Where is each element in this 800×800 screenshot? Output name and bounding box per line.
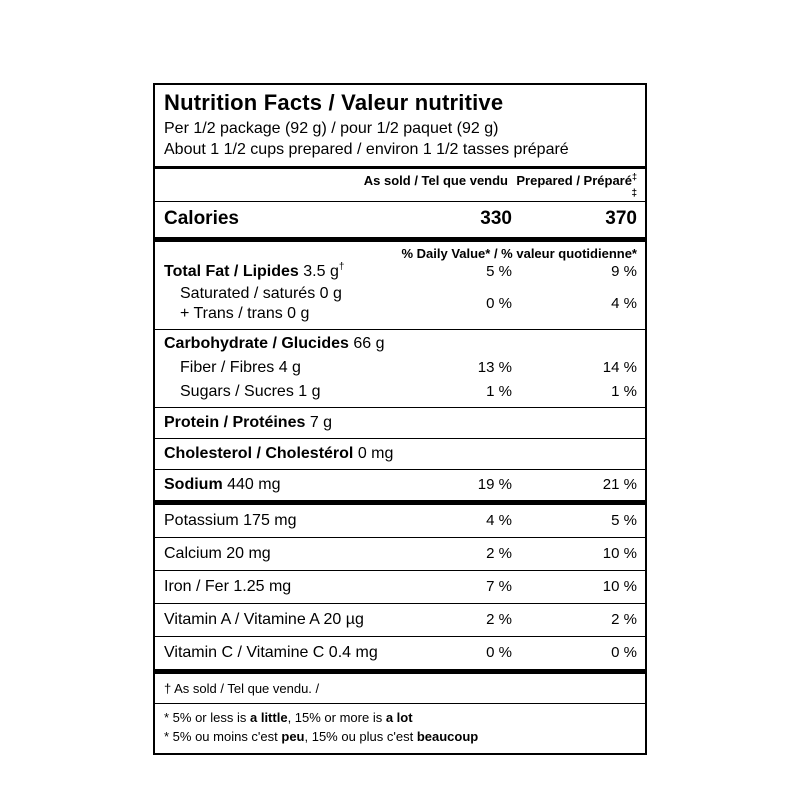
vitamin-a-label: Vitamin A / Vitamine A 20 µg xyxy=(164,611,364,629)
sugars-prepared: 1 % xyxy=(611,383,637,401)
calcium-as-sold: 2 % xyxy=(486,545,512,563)
footnote-mark-double-dagger: ‡ xyxy=(631,171,637,182)
dagger-footnote: † As sold / Tel que vendu. / xyxy=(164,681,320,697)
calories-as-sold: 330 xyxy=(480,208,512,230)
total-fat-prepared: 9 % xyxy=(611,263,637,281)
vitamin-c-row xyxy=(155,637,645,669)
sodium-as-sold: 19 % xyxy=(477,476,512,494)
daily-value-header: % Daily Value* / % valeur quotidienne* xyxy=(401,246,637,262)
sugars-row xyxy=(155,380,645,407)
footnote-mark-double-dagger-2: ‡ xyxy=(631,188,637,200)
star-footnote-en: * 5% or less is a little, 15% or more is a lot xyxy=(164,710,413,726)
calories-prepared: 370 xyxy=(605,208,637,230)
serving-size-line: Per 1/2 package (92 g) / pour 1/2 paquet (92 g) xyxy=(164,119,499,137)
column-headers xyxy=(155,169,645,201)
cholesterol-label: Cholesterol / Cholestérol 0 mg xyxy=(164,445,394,463)
calories-row xyxy=(155,202,645,237)
potassium-as-sold: 4 % xyxy=(486,512,512,530)
carbohydrate-label: Carbohydrate / Glucides 66 g xyxy=(164,335,385,353)
vitamin-c-label: Vitamin C / Vitamine C 0.4 mg xyxy=(164,644,378,662)
protein-row xyxy=(155,408,645,438)
sodium-row xyxy=(155,470,645,500)
potassium-row xyxy=(155,505,645,537)
carbohydrate-row xyxy=(155,330,645,356)
total-fat-as-sold: 5 % xyxy=(486,263,512,281)
potassium-label: Potassium 175 mg xyxy=(164,512,297,530)
fiber-label: Fiber / Fibres 4 g xyxy=(180,359,301,377)
protein-label: Protein / Protéines 7 g xyxy=(164,414,333,432)
fiber-prepared: 14 % xyxy=(602,359,637,377)
saturated-trans-as-sold: 0 % xyxy=(486,295,512,313)
saturated-trans-label: Saturated / saturés 0 g + Trans / trans 0 g xyxy=(180,285,342,323)
star-footnotes xyxy=(155,704,645,753)
saturated-trans-prepared: 4 % xyxy=(611,295,637,313)
label-title: Nutrition Facts / Valeur nutritive xyxy=(164,90,504,115)
column-header-as-sold: As sold / Tel que vendu xyxy=(363,173,508,189)
iron-as-sold: 7 % xyxy=(486,578,512,596)
calcium-label: Calcium 20 mg xyxy=(164,545,271,563)
vitamin-a-prepared: 2 % xyxy=(611,611,637,629)
sodium-label: Sodium 440 mg xyxy=(164,476,281,494)
vitamin-c-as-sold: 0 % xyxy=(486,644,512,662)
vitamin-a-row xyxy=(155,604,645,636)
potassium-prepared: 5 % xyxy=(611,512,637,530)
total-fat-row xyxy=(155,261,645,284)
label-header xyxy=(155,85,645,166)
calories-label: Calories xyxy=(164,208,239,230)
sodium-prepared: 21 % xyxy=(602,476,637,494)
star-footnote-fr: * 5% ou moins c'est peu, 15% ou plus c'est beaucoup xyxy=(164,728,479,744)
calcium-row xyxy=(155,538,645,570)
column-header-prepared: Prepared / Préparé‡ ‡ xyxy=(508,174,637,199)
fiber-as-sold: 13 % xyxy=(477,359,512,377)
serving-yield-line: About 1 1/2 cups prepared / environ 1 1/2 tasses préparé xyxy=(164,140,569,158)
vitamin-c-prepared: 0 % xyxy=(611,644,637,662)
iron-row xyxy=(155,571,645,603)
cholesterol-row xyxy=(155,439,645,469)
iron-label: Iron / Fer 1.25 mg xyxy=(164,578,292,596)
sugars-label: Sugars / Sucres 1 g xyxy=(180,383,321,401)
total-fat-label: Total Fat / Lipides 3.5 g† xyxy=(164,262,345,281)
saturated-trans-row xyxy=(155,284,645,329)
vitamin-a-as-sold: 2 % xyxy=(486,611,512,629)
iron-prepared: 10 % xyxy=(602,578,637,596)
nutrition-facts-label xyxy=(153,83,647,755)
fiber-row xyxy=(155,356,645,380)
sugars-as-sold: 1 % xyxy=(486,383,512,401)
footnote-mark-dagger: † xyxy=(338,262,345,274)
calcium-prepared: 10 % xyxy=(602,545,637,563)
